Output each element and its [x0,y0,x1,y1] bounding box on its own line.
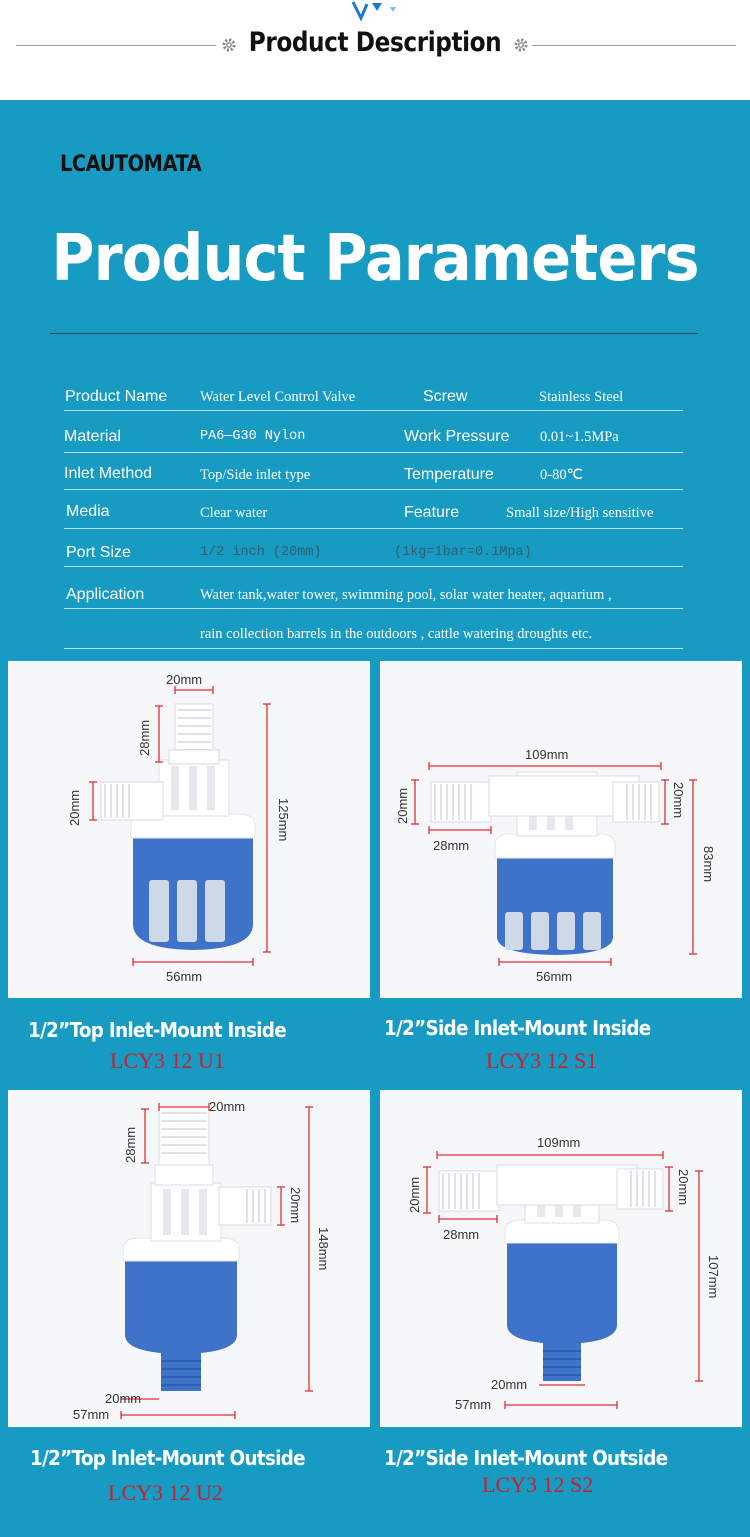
param-value: Small size/High sensitive [506,505,654,521]
param-value: PA6—G30 Nylon [200,429,306,444]
param-label: Material [64,428,121,445]
row-divider [64,452,683,453]
valve-top-inlet-inside-icon [9,662,370,998]
param-label: Work Pressure [404,428,510,445]
dimension-label: 20mm [491,1377,528,1392]
param-value: rain collection barrels in the outdoors , cattle watering droughts etc. [200,626,593,642]
param-value: Water Level Control Valve [200,389,356,405]
dimension-label: 28mm [443,1227,480,1242]
valve-side-inlet-outside-icon [381,1091,742,1427]
dimension-label: 20mm [105,1391,142,1406]
brand-logo: LCAUTOMATA [60,152,202,177]
dimension-label: 20mm [671,782,686,819]
dimension-label: 20mm [395,787,410,824]
product-image-top-inlet-outside [8,1090,370,1427]
row-divider [64,489,683,490]
row-divider [64,648,683,649]
section-header [0,0,750,100]
param-label: Screw [423,388,468,405]
product-model: LCY3 12 S1 [486,1048,598,1073]
product-caption: 1/2”Side Inlet-Mount Outside [384,1446,668,1470]
dimension-label: 57mm [73,1407,110,1422]
product-model: LCY3 12 S2 [482,1472,594,1497]
product-image-top-inlet-inside [8,661,370,998]
valve-side-inlet-inside-icon [381,662,742,998]
row-divider [64,566,683,567]
dimension-label: 20mm [288,1187,303,1224]
param-label: Feature [404,504,460,521]
product-caption: 1/2”Side Inlet-Mount Inside [384,1016,651,1040]
param-value: Clear water [200,505,268,521]
page-title: Product Parameters [51,222,699,296]
product-image-side-inlet-inside [380,661,742,998]
param-value: Top/Side inlet type [200,467,311,483]
product-image-side-inlet-outside [380,1090,742,1427]
dimension-label: 57mm [455,1397,492,1412]
product-model: LCY3 12 U2 [108,1480,223,1505]
valve-top-inlet-outside-icon [9,1091,370,1427]
param-label: Application [66,586,145,603]
dimension-label: 148mm [316,1227,331,1271]
header-divider-right [532,45,736,46]
section-title: Product Description [248,27,502,58]
product-caption: 1/2”Top Inlet-Mount Inside [28,1018,286,1042]
dimension-label: 109mm [525,747,569,762]
param-value: 1/2 inch (20mm) [200,545,322,560]
row-divider [64,608,683,609]
dimension-label: 109mm [537,1135,581,1150]
param-label: Inlet Method [64,465,153,482]
title-divider [50,333,698,334]
dimension-label: 20mm [209,1099,246,1114]
dimension-label: 20mm [166,672,203,687]
param-note: (1kg=1bar=0.1Mpa) [394,545,532,560]
dimension-label: 28mm [137,719,152,756]
dimension-label: 56mm [536,969,573,984]
dimension-label: 56mm [166,969,203,984]
row-divider [64,410,683,411]
dimension-label: 20mm [407,1176,422,1213]
gear-icon [513,37,529,53]
param-value: Water tank,water tower, swimming pool, solar water heater, aquarium , [200,587,612,603]
param-value: 0.01~1.5MPa [540,429,619,445]
dimension-label: 125mm [276,798,291,842]
product-model: LCY3 12 U1 [110,1048,225,1073]
dimension-label: 28mm [433,838,470,853]
dimension-label: 28mm [123,1126,138,1163]
param-label: Port Size [66,544,131,561]
param-value: Stainless Steel [539,389,624,405]
dimension-label: 20mm [676,1169,691,1206]
dimension-label: 20mm [67,789,82,826]
decorative-arrows-icon [350,0,400,22]
param-label: Product Name [65,388,168,405]
row-divider [64,528,683,529]
param-label: Media [66,503,110,520]
dimension-label: 107mm [706,1255,721,1299]
param-value: 0-80℃ [540,467,583,483]
product-caption: 1/2”Top Inlet-Mount Outside [30,1446,305,1470]
dimension-label: 83mm [701,846,716,883]
param-label: Temperature [404,466,494,483]
